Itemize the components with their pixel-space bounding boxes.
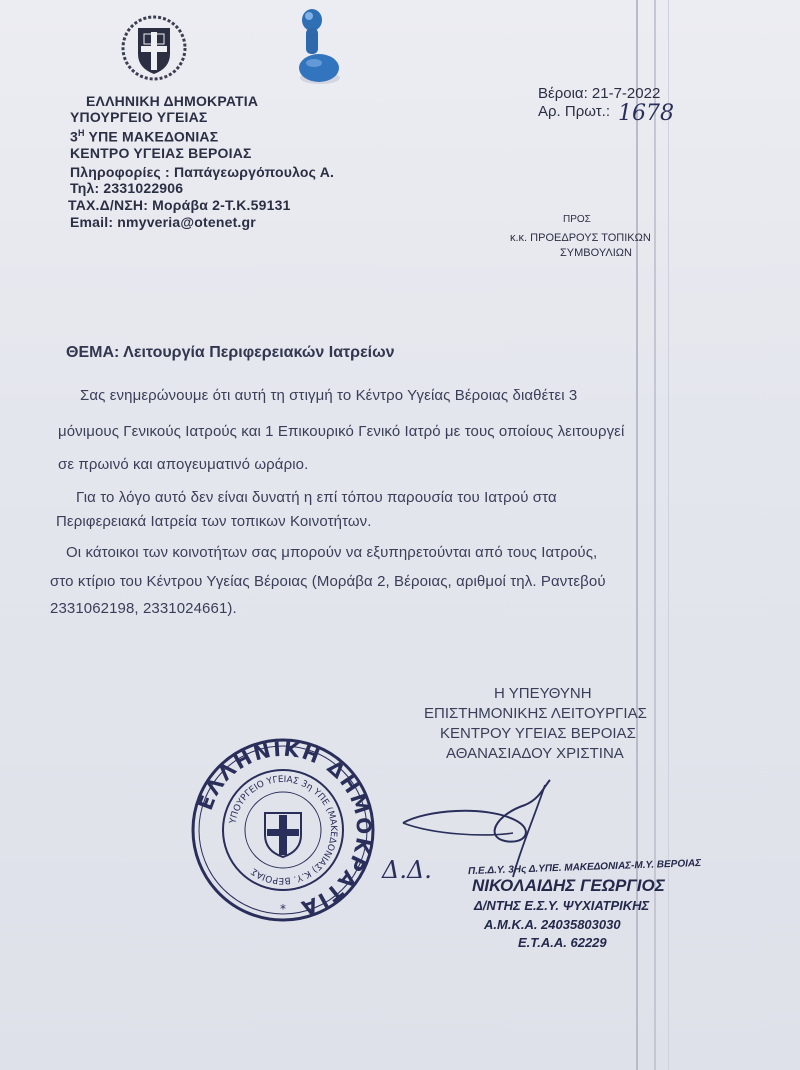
fold-line (654, 0, 656, 1070)
info-contact: Πληροφορίες : Παπάγεωργόπουλος Α. (70, 164, 335, 180)
fold-line (668, 0, 669, 1070)
body-line: μόνιμους Γενικούς Ιατρούς και 1 Επικουρικό Γενικό Ιατρό με τους οποίους λειτουργεί (58, 423, 625, 440)
signature-title-3: ΚΕΝΤΡΟΥ ΥΓΕΙΑΣ ΒΕΡΟΙΑΣ (440, 725, 636, 742)
phone-number: Τηλ: 2331022906 (70, 180, 184, 196)
body-line: σε πρωινό και απογευματινό ωράριο. (58, 456, 309, 473)
country-name: ΕΛΛΗΝΙΚΗ ΔΗΜΟΚΡΑΤΙΑ (86, 93, 259, 109)
body-line: Σας ενημερώνουμε ότι αυτή τη στιγμή το Κέντρο Υγείας Βέροιας διαθέτει 3 (80, 387, 578, 404)
recipient-line-1: κ.κ. ΠΡΟΕΔΡΟΥΣ ΤΟΠΙΚΩΝ (510, 232, 651, 244)
email-address: Email: nmyveria@otenet.gr (70, 214, 256, 230)
official-seal (188, 735, 378, 925)
body-line: Περιφερειακά Ιατρεία των τοπικων Κοινοτήτων. (56, 513, 372, 530)
recipient-to: ΠΡΟΣ (563, 214, 591, 225)
svg-text:*: * (280, 902, 286, 916)
signature-title-1: Η ΥΠΕΥΘΥΝΗ (494, 685, 592, 702)
seal-outer-text: ΕΛΛΗΝΙΚΗ ΔΗΜΟΚΡΑΤΙΑ (193, 736, 377, 921)
body-line: Οι κάτοικοι των κοινοτήτων σας μπορούν να εξυπηρετούνται από τους Ιατρούς, (66, 544, 598, 561)
doctor-stamp-title: Δ/ΝΤΗΣ Ε.Σ.Υ. ΨΥΧΙΑΤΡΙΚΗΣ (474, 898, 650, 913)
body-line: Για το λόγο αυτό δεν είναι δυνατή η επί τόπου παρουσία του Ιατρού στα (76, 489, 557, 506)
doctor-stamp-amka: Α.Μ.Κ.Α. 24035803030 (484, 917, 621, 932)
postal-address: ΤΑΧ.Δ/ΝΣΗ: Μοράβα 2-Τ.Κ.59131 (68, 197, 291, 213)
body-line: στο κτίριο του Κέντρου Υγείας Βέροιας (Μοράβα 2, Βέροιας, αριθμοί τηλ. Ραντεβού (50, 573, 606, 590)
seal-inner-text: ΥΠΟΥΡΓΕΙΟ ΥΓΕΙΑΣ 3η ΥΠΕ (ΜΑΚΕΔΟΝΙΑΣ) Κ.Υ. ΒΕΡΟΙΑΣ (228, 774, 339, 886)
signature-name: ΑΘΑΝΑΣΙΑΔΟΥ ΧΡΙΣΤΙΝΑ (446, 745, 624, 762)
region-name: $3^H$ ΥΠΕ ΜΑΚΕΔΟΝΙΑΣ (70, 128, 219, 145)
doctor-stamp-etaa: Ε.Τ.Α.Α. 62229 (518, 935, 607, 950)
ministry-name: ΥΠΟΥΡΓΕΙΟ ΥΓΕΙΑΣ (70, 109, 208, 125)
initials: Δ.Δ. (382, 856, 432, 884)
date-line: Βέροια: 21-7-2022 (538, 85, 661, 102)
center-name: ΚΕΝΤΡΟ ΥΓΕΙΑΣ ΒΕΡΟΙΑΣ (70, 145, 252, 161)
doctor-stamp-name: ΝΙΚΟΛΑΙΔΗΣ ΓΕΩΡΓΙΟΣ (472, 876, 665, 895)
signature-title-2: ΕΠΙΣΤΗΜΟΝΙΚΗΣ ΛΕΙΤΟΥΡΓΙΑΣ (424, 705, 647, 722)
recipient-line-2: ΣΥΜΒΟΥΛΙΩΝ (560, 247, 632, 259)
protocol-number: 1678 (618, 101, 674, 126)
subject-line: ΘΕΜΑ: Λειτουργία Περιφερειακών Ιατρείων (66, 344, 395, 361)
push-pin (294, 6, 344, 86)
body-line: 2331062198, 2331024661). (50, 600, 237, 617)
protocol-label: Αρ. Πρωτ.: (538, 103, 610, 120)
coat-of-arms-emblem (120, 14, 188, 82)
doctor-stamp-org: Π.Ε.Δ.Υ. 3Ης Δ.ΥΠΕ. ΜΑΚΕΔΟΝΙΑΣ-Μ.Υ. ΒΕΡΟΙΑΣ (467, 857, 702, 878)
